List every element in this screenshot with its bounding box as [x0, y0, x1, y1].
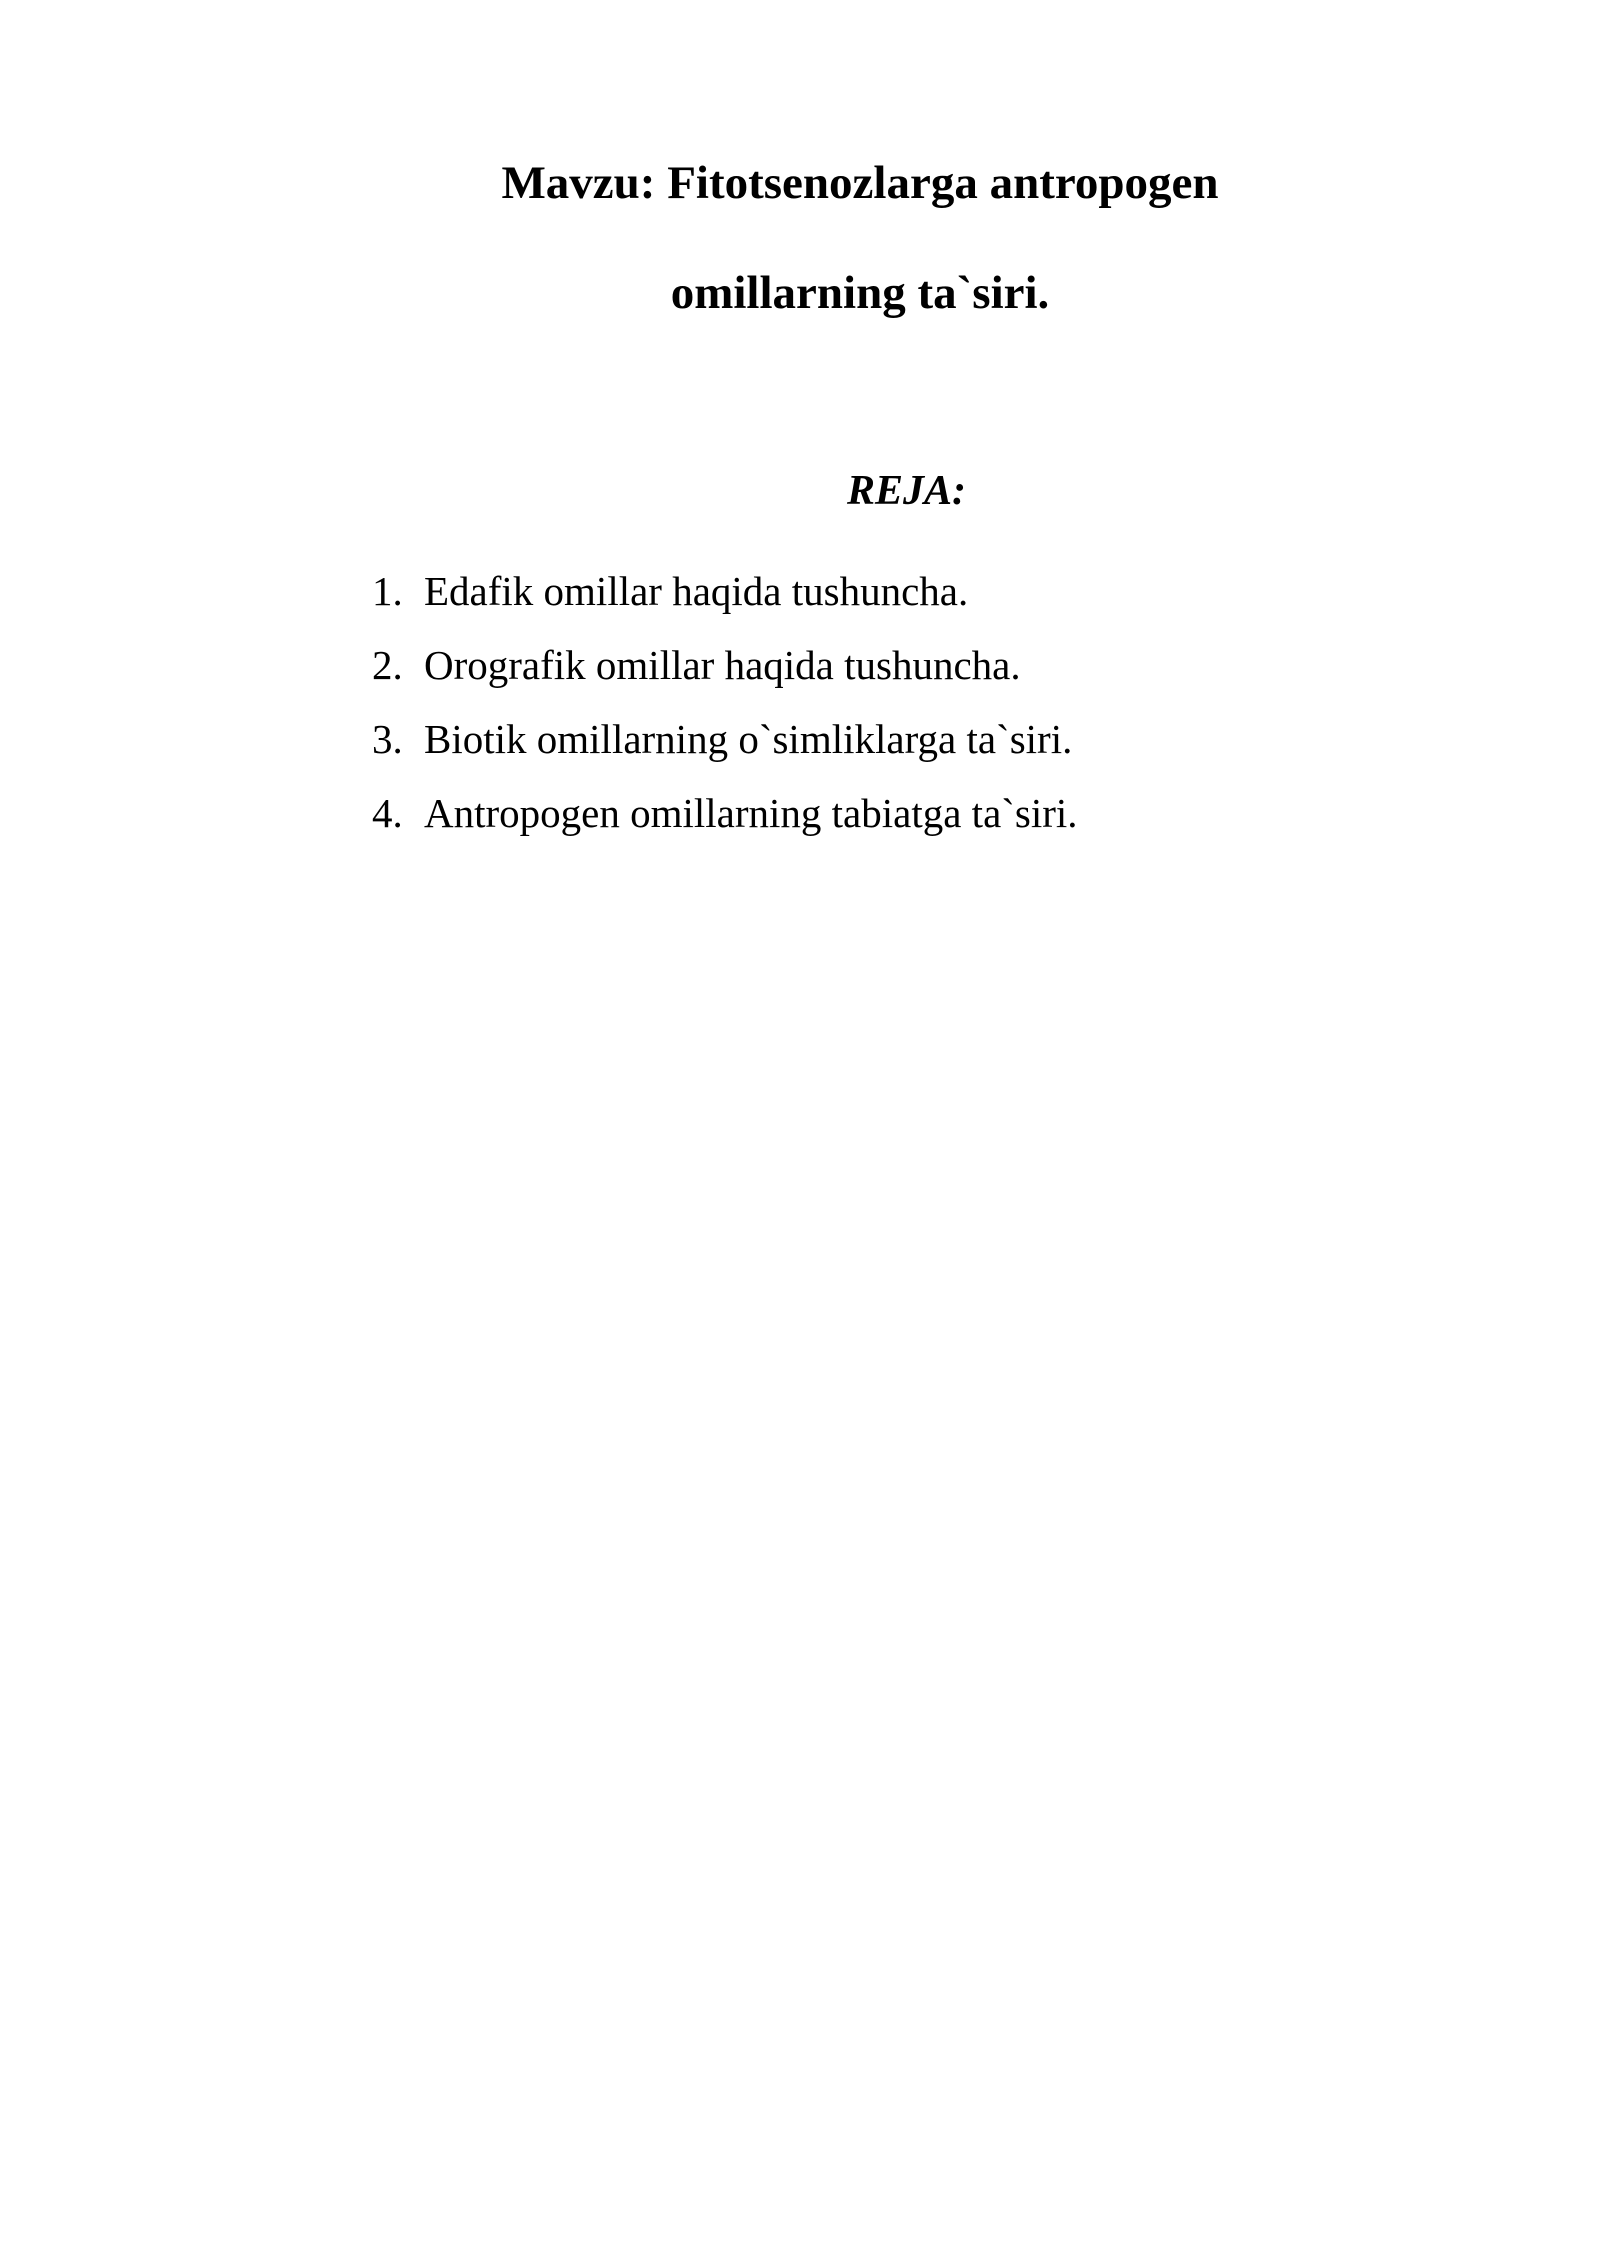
- plan-item-text: Edafik omillar haqida tushuncha.: [424, 568, 969, 614]
- plan-item-number: 3.: [372, 716, 403, 762]
- plan-item-number: 2.: [372, 642, 403, 688]
- plan-item-text: Orografik omillar haqida tushuncha.: [424, 642, 1021, 688]
- plan-item-text: Biotik omillarning o`simliklarga ta`siri.: [424, 716, 1073, 762]
- plan-heading: REJA:: [847, 468, 967, 514]
- plan-item-2: [372, 640, 1078, 714]
- document-title-line-2: omillarning ta`siri.: [670, 267, 1050, 319]
- plan-item-1: [372, 566, 1078, 640]
- document-title-line-1: Mavzu: Fitotsenozlarga antropogen: [501, 157, 1219, 209]
- plan-list: [372, 566, 1078, 862]
- plan-item-4: [372, 788, 1078, 862]
- plan-item-text: Antropogen omillarning tabiatga ta`siri.: [424, 790, 1078, 836]
- plan-item-3: [372, 714, 1078, 788]
- plan-item-number: 4.: [372, 790, 403, 836]
- plan-item-number: 1.: [372, 568, 403, 614]
